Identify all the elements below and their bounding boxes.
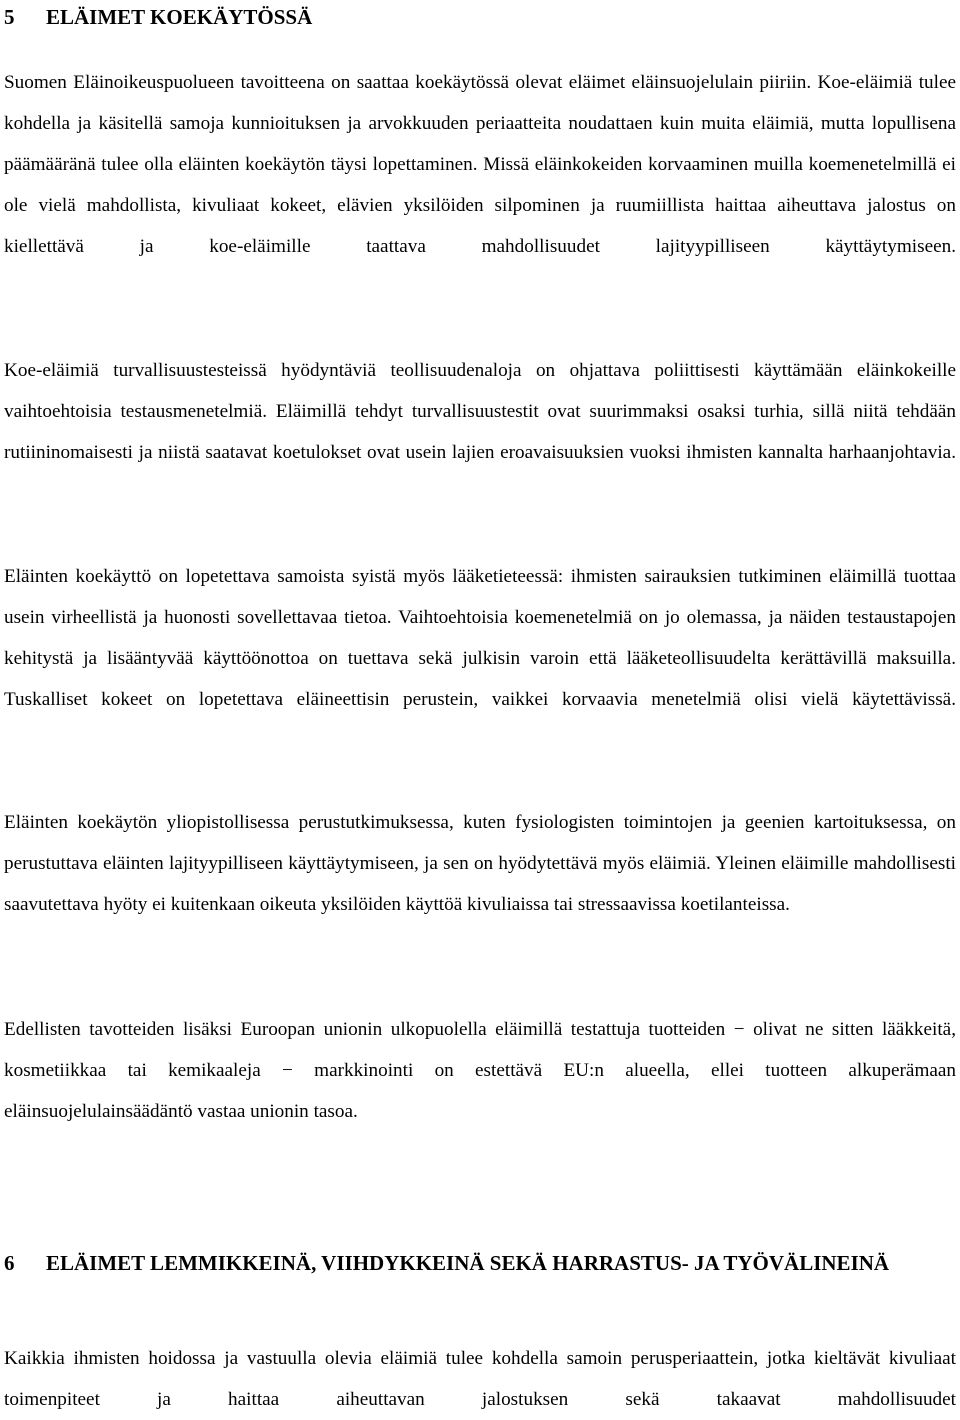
paragraph: Suomen Eläinoikeuspuolueen tavoitteena on saattaa koekäytössä olevat eläimet eläinsuojelulain piiriin. Koe-eläimiä tulee kohdella ja käsitellä samoja kunnioituksen ja arvokkuuden periaatteita noudattaen kuin muita eläimiä, mutta lopullisena päämääränä tulee olla eläinten koekäytön täysi lopettaminen. Missä eläinkokeiden korvaaminen muilla koemenetelmillä ei ole vielä mahdollista, kivuliaat kokeet, elävien yksilöiden silpominen ja ruumiillista haittaa aiheuttava jalostus on kiellettävä ja koe-eläimille taattava mahdollisuudet lajityypilliseen käyttäytymiseen. [4,72,956,257]
paragraph: Eläinten koekäyttö on lopetettava samoista syistä myös lääketieteessä: ihmisten sairauksien tutkiminen eläimillä tuottaa usein virheellistä ja huonosti sovellettavaa tietoa. Vaihtoehtoisia koemenetelmiä on jo olemassa, ja näiden testaustapojen kehitystä ja lisääntyvää käyttöönottoa on tuettava sekä julkisin varoin että lääketeollisuudelta kerättävillä maksuilla. Tuskalliset kokeet on lopetettava eläineettisin perustein, vaikkei korvaavia menetelmiä olisi vielä käytettävissä. [4,566,956,710]
section-heading-5 [4,4,956,31]
paragraph: Kaikkia ihmisten hoidossa ja vastuulla olevia eläimiä tulee kohdella samoin perusperiaattein, jotka kieltävät kivuliaat toimenpiteet ja haittaa aiheuttavan jalostuksen sekä takaavat mahdollisuudet [4,1348,956,1410]
section-number: 5 [4,5,15,29]
paragraph: Koe-eläimiä turvallisuustesteissä hyödyntäviä teollisuudenaloja on ohjattava poliittisesti käyttämään eläinkokeille vaihtoehtoisia testausmenetelmiä. Eläimillä tehdyt turvallisuustestit ovat suurimmaksi osaksi turhia, sillä niitä tehdään rutiininomaisesti ja niistä saatavat koetulokset ovat usein lajien eroavaisuuksien vuoksi ihmisten kannalta harhaanjohtavia. [4,360,956,463]
paragraph: Edellisten tavotteiden lisäksi Euroopan unionin ulkopuolella eläimillä testattuja tuotteiden − olivat ne sitten lääkkeitä, kosmetiikkaa tai kemikaaleja − markkinointi on estettävä EU:n alueella, ellei tuotteen alkuperämaan eläinsuojelulainsäädäntö vastaa unionin tasoa. [4,1019,956,1122]
paragraph: Eläinten koekäytön yliopistollisessa perustutkimuksessa, kuten fysiologisten toimintojen ja geenien kartoituksessa, on perustuttava eläinten lajityypilliseen käyttäytymiseen, ja sen on hyödytettävä myös eläimiä. Yleinen eläimille mahdollisesti saavutettava hyöty ei kuitenkaan oikeuta yksilöiden käyttöä kivuliaissa tai stressaavissa koetilanteissa. [4,812,956,915]
section-title: ELÄIMET LEMMIKKEINÄ, VIIHDYKKEINÄ SEKÄ HARRASTUS- JA TYÖVÄLINEINÄ [46,1251,890,1275]
section-title: ELÄIMET KOEKÄYTÖSSÄ [46,5,313,29]
section-heading-6 [4,1250,956,1277]
section-number: 6 [4,1251,15,1275]
